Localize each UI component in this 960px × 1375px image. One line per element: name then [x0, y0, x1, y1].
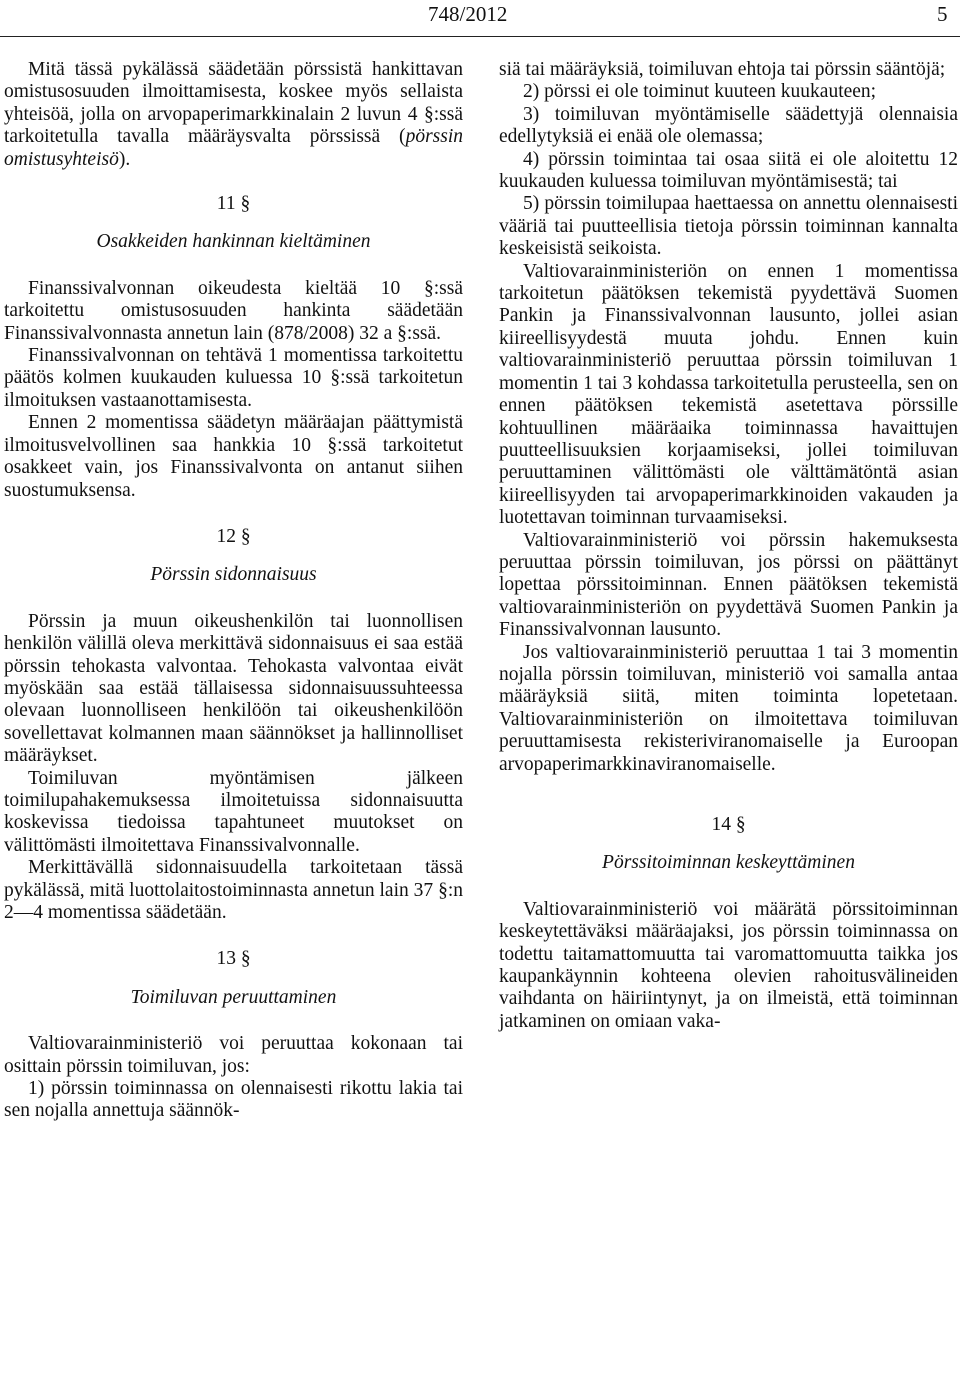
- section-13-item-5: 5) pörssin toimilupaa haettaessa on annettu olennaisesti vääriä tai puutteellisia tietoja pörssin toiminnan kannalta keskeisistä seikoista.: [499, 193, 958, 260]
- section-13-item-3: 3) toimiluvan myöntämiselle säädettyjä olennaisia edellytyksiä ei enää ole olemassa;: [499, 103, 958, 148]
- page-number: 5: [937, 2, 948, 26]
- section-11-paragraph-2: Finanssivalvonnan on tehtävä 1 momentissa tarkoitettu päätös kolmen kuukauden kuluessa 10 §:ssä tarkoitetun ilmoituksen vastaanottamisesta.: [4, 345, 463, 411]
- section-12-paragraph-1: Pörssin ja muun oikeushenkilön tai luonnollisen henkilön välillä oleva merkittävä sidonnaisuus ei saa estää pörssin tehokasta valvontaa. Tehokasta valvontaa eivät myöskään saa estää tällaisessa sidonnaisuussuhteessa olevaan luonnolliseen henkilöön tai oikeushenkilöön sovellettavat kolmannen maan säännökset ja hallinnolliset määräykset.: [4, 610, 463, 767]
- left-column: [4, 59, 463, 1123]
- section-11-paragraph-3: Ennen 2 momentissa säädetyn määräajan päättymistä ilmoitusvelvollinen saa hankkia 10 §:ssä tarkoitetut osakkeet vain, jos Finanssivalvonta on antanut siihen suostumuksensa.: [4, 412, 463, 501]
- document-number: 748/2012: [428, 2, 508, 26]
- intro-defined-term: pörssin omistusyhteisö: [4, 126, 463, 170]
- intro-text-end: ).: [118, 148, 131, 170]
- section-13-paragraph-3: Valtiovarainministeriö voi pörssin hakemuksesta peruuttaa pörssin toimiluvan, jos pörssi on päättänyt lopettaa pörssitoiminnan. Ennen päätöksen tekemistä valtiovarainministeriön on pyydettävä Suomen Pankin ja Finanssivalvonnan lausunto.: [499, 529, 958, 641]
- intro-paragraph: [4, 59, 463, 171]
- section-11-paragraph-1: Finanssivalvonnan oikeudesta kieltää 10 §:ssä tarkoitettu omistusosuuden hankinta säädetään Finanssivalvonnasta annetun lain (878/2008) 32 a §:ssä.: [4, 277, 463, 344]
- section-12-paragraph-3: Merkittävällä sidonnaisuudella tarkoitetaan tässä pykälässä, mitä luottolaitostoiminnasta annetun lain 37 §:n 2—4 momentissa säädetään.: [4, 857, 463, 923]
- right-column: [499, 59, 958, 1033]
- page-header: [0, 0, 960, 37]
- section-11-number: 11 §: [216, 193, 251, 215]
- section-13-title: Toimiluvan peruuttaminen: [130, 986, 337, 1008]
- section-14-paragraph-1: Valtiovarainministeriö voi määrätä pörssitoiminnan keskeytettäväksi määräajaksi, jos pörssin toiminnassa on todettu taitamattomuutta tai varomattomuutta taikka jos kaupankäynnin kohteena olevien rahoitusvälineiden vaihdanta on häiriintynyt, ja on ilmeistä, että toiminnan jatkaminen on omiaan vaka-: [499, 898, 958, 1032]
- section-13-paragraph-2: Valtiovarainministeriön on ennen 1 momentissa tarkoitetun päätöksen tekemistä pyydettävä Suomen Pankin ja Finanssivalvonnan lausunto, jollei asian kiireellisyydestä muuta johdu. Ennen kuin valtiovarainministeriö peruuttaa pörssin toimiluvan 1 momentin 1 tai 3 kohdassa tarkoitetulla perusteella, sen on ennen päätöksen tekemistä asetettava pörssille kohtuullinen määräaika toiminnassa havaittujen puutteellisuuksien korjaamiseksi, jollei toimiluvan peruuttaminen välittömästi ole välttämätöntä asian kiireellisyyden tai arvopaperimarkkinoiden vakauden ja luotettavan toiminnan turvaamiseksi.: [499, 260, 958, 529]
- section-13-number: 13 §: [216, 948, 251, 970]
- section-14-title: Pörssitoiminnan keskeyttäminen: [602, 852, 855, 874]
- section-14-number: 14 §: [711, 814, 746, 835]
- section-13-item-1: 1) pörssin toiminnassa on olennaisesti rikottu lakia tai sen nojalla annettuja säännök-: [4, 1078, 463, 1122]
- section-12-title: Pörssin sidonnaisuus: [150, 564, 317, 586]
- section-13-paragraph-1: Valtiovarainministeriö voi peruuttaa kokonaan tai osittain pörssin toimiluvan, jos:: [4, 1033, 463, 1077]
- section-13-item-1-continued: siä tai määräyksiä, toimiluvan ehtoja tai pörssin sääntöjä;: [499, 59, 946, 80]
- section-12-number: 12 §: [216, 525, 251, 547]
- section-13-paragraph-4: Jos valtiovarainministeriö peruuttaa 1 tai 3 momentin nojalla pörssin toimiluvan, ministeriö voi samalla antaa määräyksiä siitä, miten toiminta lopetetaan. Valtiovarainministeriön on ilmoitettava toimiluvan peruuttamisesta rekisteriviranomaiselle ja Euroopan arvopaperimarkkinaviranomaiselle.: [499, 641, 958, 775]
- intro-text: Mitä tässä pykälässä säädetään pörssistä hankittavan omistusosuuden ilmoittamisesta, koskee myös sellaista yhteisöä, jolla on arvopaperimarkkinalain 2 luvun 4 §:ssä tarkoitetulla tavalla määräysvalta pörssissä (: [4, 59, 463, 148]
- section-12-paragraph-2: Toimiluvan myöntämisen jälkeen toimilupahakemuksessa ilmoitetuissa sidonnaisuutta koskevissa tiedoissa tapahtuneet muutokset on välittömästi ilmoitettava Finanssivalvonnalle.: [4, 767, 463, 856]
- section-13-item-2: 2) pörssi ei ole toiminut kuuteen kuukauteen;: [523, 81, 877, 103]
- section-13-item-4: 4) pörssin toimintaa tai osaa siitä ei ole aloitettu 12 kuukauden kuluessa toimiluvan myöntämisestä; tai: [499, 148, 958, 193]
- section-11-title: Osakkeiden hankinnan kieltäminen: [96, 231, 371, 253]
